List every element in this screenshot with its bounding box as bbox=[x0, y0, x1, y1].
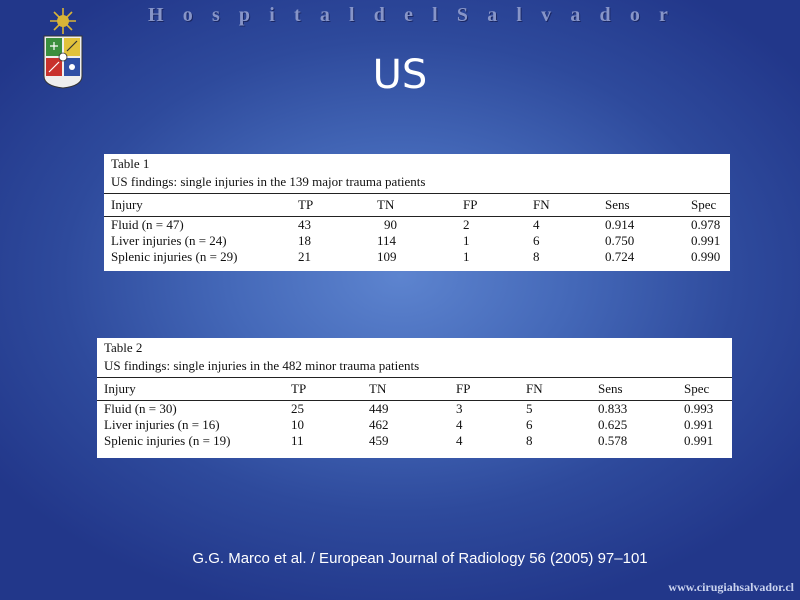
column-header-tn: TN bbox=[377, 197, 395, 212]
cell-tp: 18 bbox=[298, 233, 311, 248]
header-letter: r bbox=[659, 4, 668, 26]
cell-sens: 0.914 bbox=[605, 217, 635, 232]
cell-spec: 0.978 bbox=[691, 217, 721, 232]
cell-tn: 109 bbox=[377, 249, 397, 264]
cell-spec: 0.991 bbox=[684, 417, 714, 432]
header-letter: l bbox=[432, 4, 438, 26]
cell-sens: 0.724 bbox=[605, 249, 635, 264]
header-letter: o bbox=[182, 4, 193, 26]
header-letter: a bbox=[319, 4, 330, 26]
header-letter: s bbox=[211, 4, 220, 26]
column-header-tn: TN bbox=[369, 381, 387, 396]
header-letter: d bbox=[599, 4, 611, 26]
cell-fp: 4 bbox=[456, 417, 463, 432]
cell-injury: Liver injuries (n = 16) bbox=[104, 417, 220, 432]
cell-injury: Splenic injuries (n = 19) bbox=[104, 433, 231, 448]
column-header-fn: FN bbox=[526, 381, 543, 396]
cell-sens: 0.578 bbox=[598, 433, 628, 448]
header-letter: t bbox=[293, 4, 301, 26]
website-url: www.cirugiahsalvador.cl bbox=[668, 580, 794, 594]
column-header-injury: Injury bbox=[111, 197, 143, 212]
table-row bbox=[104, 249, 730, 265]
column-header-fp: FP bbox=[456, 381, 471, 396]
cell-injury: Fluid (n = 30) bbox=[104, 401, 177, 416]
cell-fp: 2 bbox=[463, 217, 470, 232]
cell-tp: 25 bbox=[291, 401, 304, 416]
cell-fn: 6 bbox=[533, 233, 540, 248]
column-header-fp: FP bbox=[463, 197, 478, 212]
header-letter: l bbox=[516, 4, 522, 26]
cell-injury: Splenic injuries (n = 29) bbox=[111, 249, 238, 264]
table-major-trauma bbox=[104, 154, 730, 271]
column-header-sens: Sens bbox=[605, 197, 630, 212]
cell-sens: 0.833 bbox=[598, 401, 628, 416]
cell-fn: 8 bbox=[526, 433, 533, 448]
column-header-spec: Spec bbox=[691, 197, 717, 212]
header-letter: a bbox=[570, 4, 581, 26]
header-letter: S bbox=[456, 4, 469, 26]
header-letter: e bbox=[404, 4, 413, 26]
header-letter: l bbox=[349, 4, 355, 26]
cell-tn: 449 bbox=[369, 401, 389, 416]
cell-tn: 459 bbox=[369, 433, 389, 448]
slide-title: US bbox=[372, 52, 428, 98]
sun-icon bbox=[50, 8, 76, 34]
cell-tp: 43 bbox=[298, 217, 311, 232]
column-header-spec: Spec bbox=[684, 381, 710, 396]
table-caption-number: Table 2 bbox=[104, 340, 143, 355]
header-letter: H bbox=[148, 4, 164, 26]
cell-spec: 0.991 bbox=[691, 233, 721, 248]
cell-fn: 5 bbox=[526, 401, 533, 416]
header-letter: v bbox=[541, 4, 552, 26]
table-minor-trauma bbox=[97, 338, 732, 458]
header-letter: o bbox=[629, 4, 640, 26]
table-header-row bbox=[97, 378, 732, 400]
cell-spec: 0.991 bbox=[684, 433, 714, 448]
column-header-injury: Injury bbox=[104, 381, 136, 396]
cell-fp: 4 bbox=[456, 433, 463, 448]
table-caption-title: US findings: single injuries in the 482 minor trauma patients bbox=[104, 358, 420, 373]
cell-tn: 462 bbox=[369, 417, 389, 432]
header-letter: d bbox=[373, 4, 385, 26]
column-header-sens: Sens bbox=[598, 381, 623, 396]
column-header-fn: FN bbox=[533, 197, 550, 212]
cell-fn: 8 bbox=[533, 249, 540, 264]
cell-tp: 11 bbox=[291, 433, 304, 448]
cell-tn: 90 bbox=[384, 217, 397, 232]
table-row bbox=[104, 217, 730, 233]
cell-fp: 3 bbox=[456, 401, 463, 416]
cell-spec: 0.993 bbox=[684, 401, 714, 416]
column-header-tp: TP bbox=[291, 381, 307, 396]
cell-tn: 114 bbox=[377, 233, 397, 248]
column-header-tp: TP bbox=[298, 197, 314, 212]
citation-reference: G.G. Marco et al. / European Journal of Radiology 56 (2005) 97–101 bbox=[192, 550, 648, 567]
cell-fp: 1 bbox=[463, 249, 470, 264]
cell-sens: 0.625 bbox=[598, 417, 628, 432]
cell-injury: Liver injuries (n = 24) bbox=[111, 233, 227, 248]
cell-sens: 0.750 bbox=[605, 233, 635, 248]
table-row bbox=[97, 433, 732, 449]
cell-spec: 0.990 bbox=[691, 249, 721, 264]
table-header-row bbox=[104, 194, 730, 216]
table-row bbox=[104, 233, 730, 249]
cell-injury: Fluid (n = 47) bbox=[111, 217, 184, 232]
table-row bbox=[97, 417, 732, 433]
cell-tp: 21 bbox=[298, 249, 311, 264]
header-letter: a bbox=[487, 4, 498, 26]
cell-fn: 4 bbox=[533, 217, 540, 232]
table-caption-number: Table 1 bbox=[111, 156, 150, 171]
header-letter: i bbox=[269, 4, 275, 26]
cell-fp: 1 bbox=[463, 233, 470, 248]
cell-fn: 6 bbox=[526, 417, 533, 432]
table-row bbox=[97, 401, 732, 417]
cell-tp: 10 bbox=[291, 417, 304, 432]
header-letter: p bbox=[238, 4, 251, 26]
hospital-name-header bbox=[148, 4, 668, 27]
table-caption-title: US findings: single injuries in the 139 major trauma patients bbox=[111, 174, 426, 189]
